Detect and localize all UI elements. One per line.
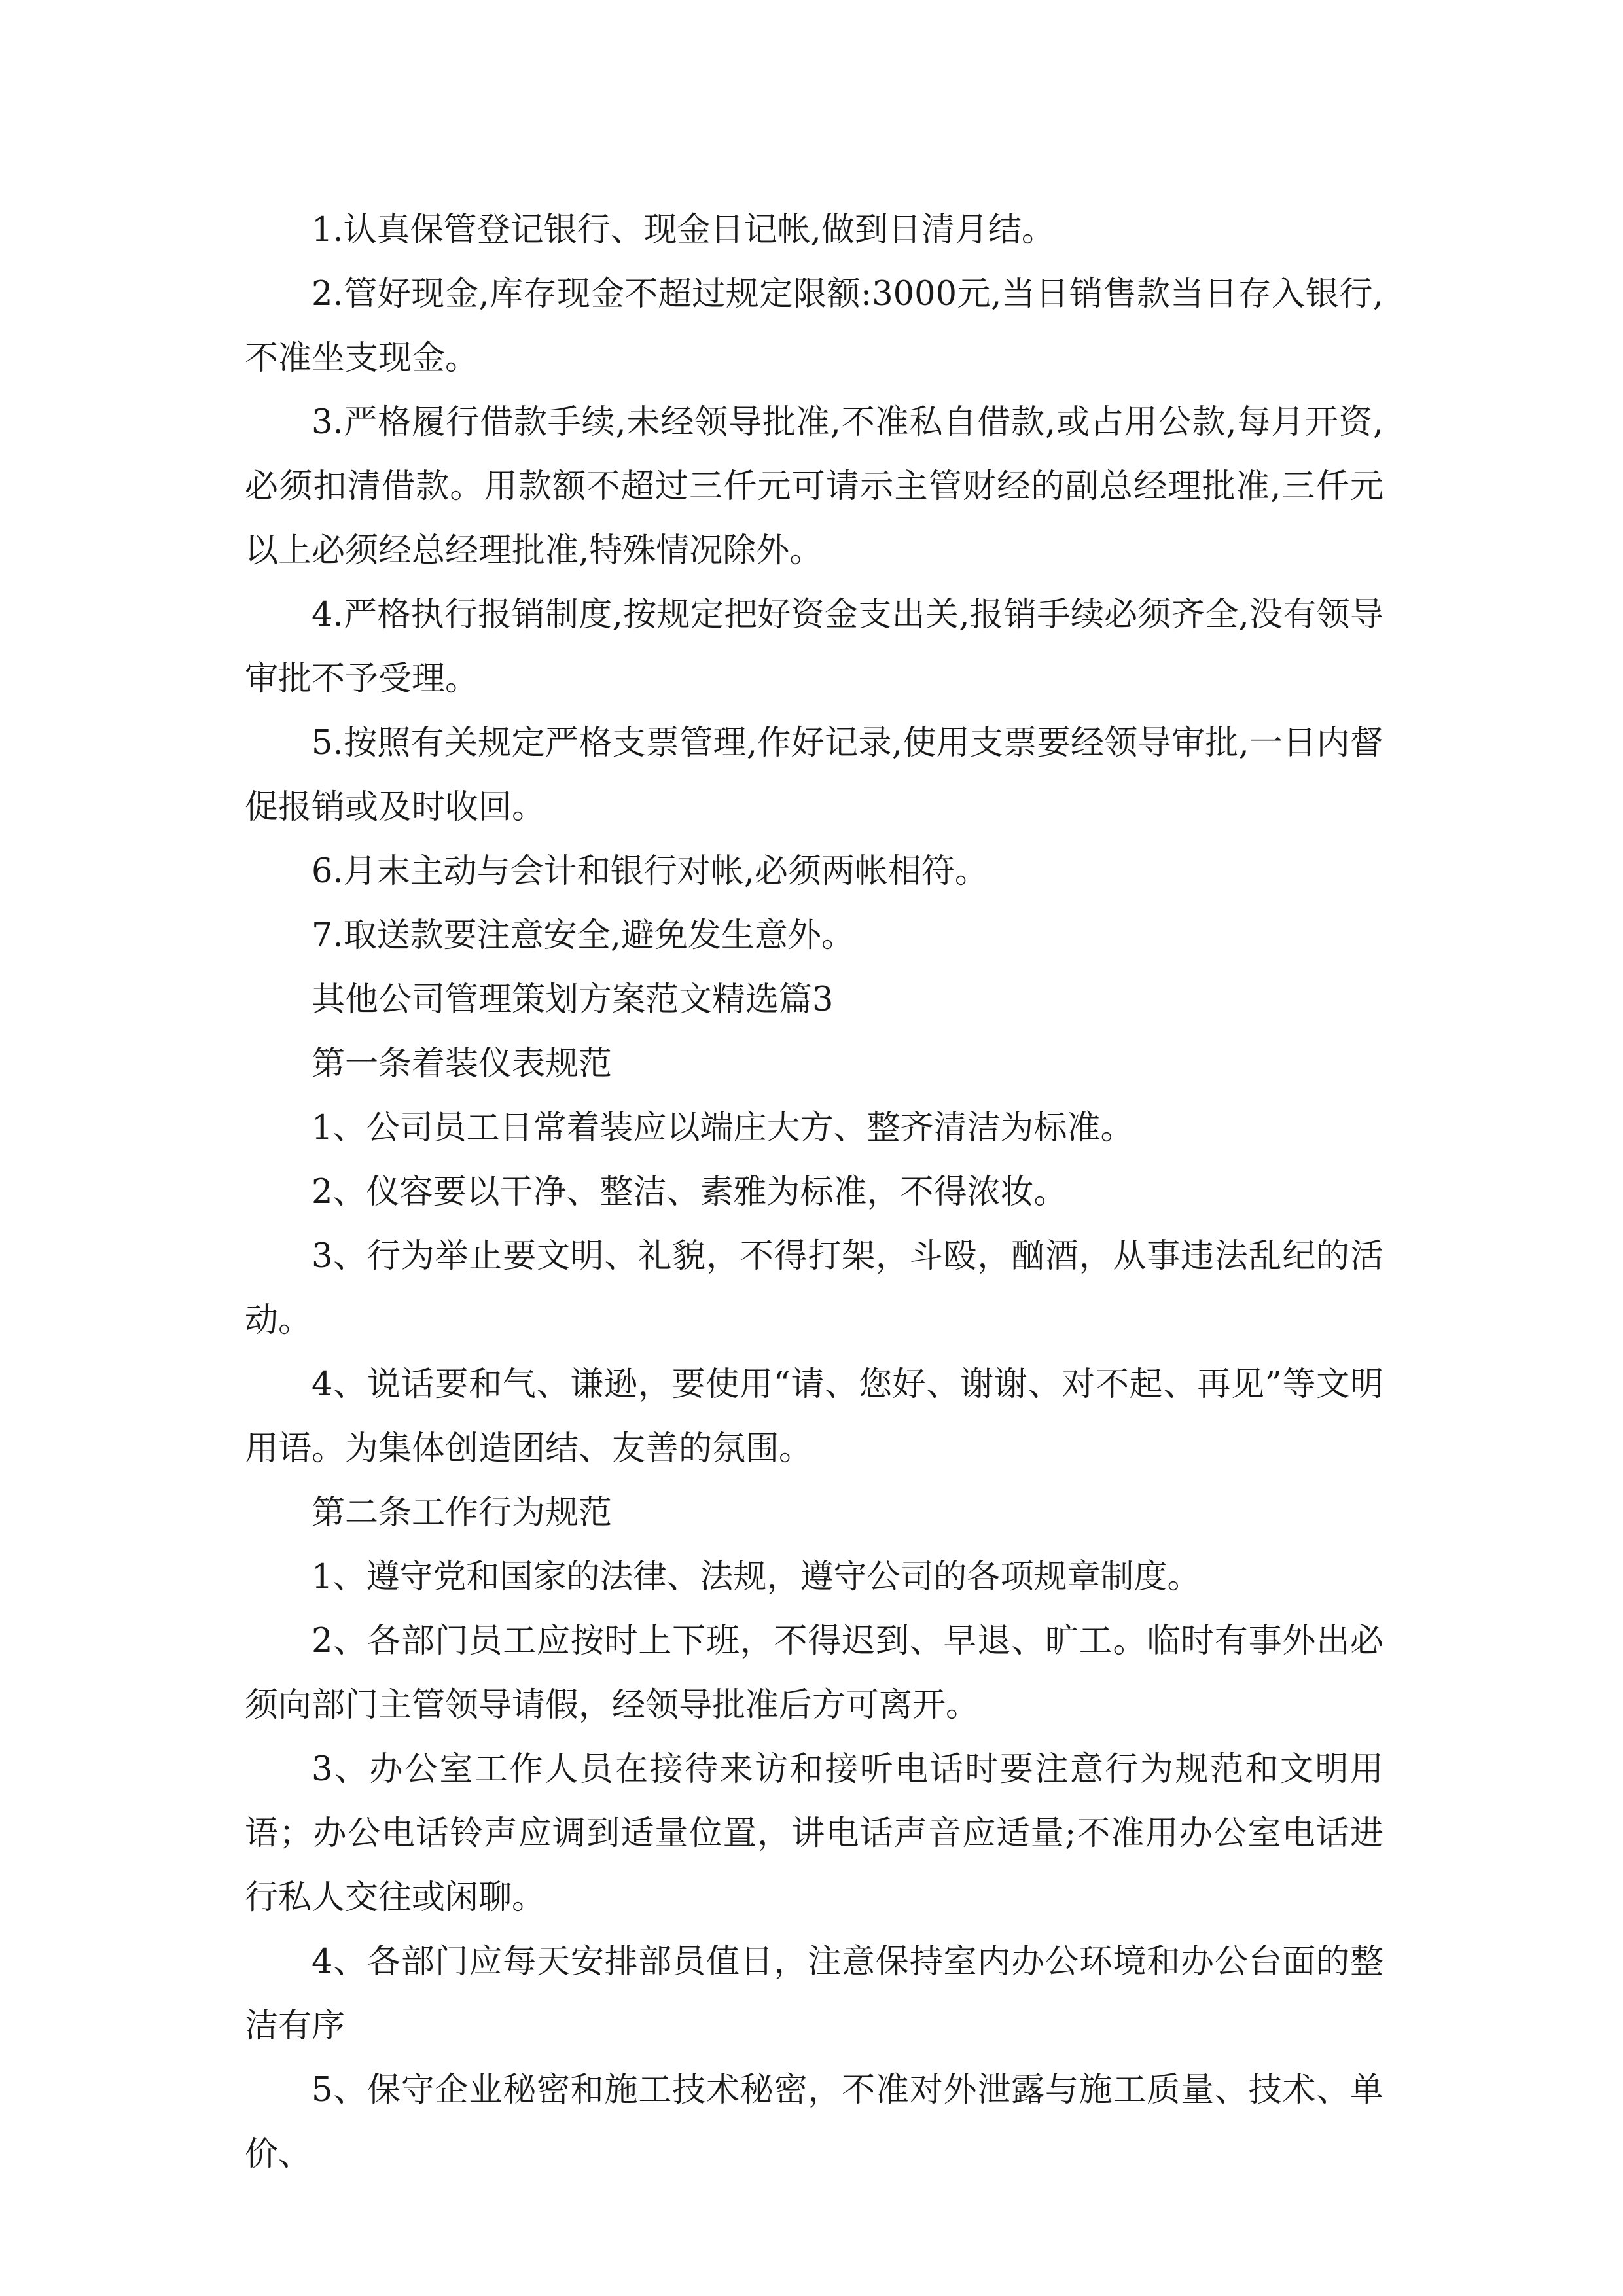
finance-rule-5: 5.按照有关规定严格支票管理,作好记录,使用支票要经领导审批,一日内督促报销或及时收回。 — [245, 724, 1383, 827]
section-title: 其他公司管理策划方案范文精选篇3 — [312, 980, 834, 1019]
finance-rule-7: 7.取送款要注意安全,避免发生意外。 — [312, 916, 855, 955]
finance-rule-1: 1.认真保管登记银行、现金日记帐,做到日清月结。 — [312, 211, 1055, 249]
article-2-item-1: 1、遵守党和国家的法律、法规，遵守公司的各项规章制度。 — [312, 1558, 1201, 1596]
article-1-item-3: 3、行为举止要文明、礼貌，不得打架，斗殴，酗酒，从事违法乱纪的活动。 — [245, 1237, 1383, 1340]
article-2-item-2: 2、各部门员工应按时上下班，不得迟到、早退、旷工。临时有事外出必须向部门主管领导请假，经领导批准后方可离开。 — [245, 1622, 1383, 1725]
finance-rule-2: 2.管好现金,库存现金不超过规定限额:3000元,当日销售款当日存入银行,不准坐支现金。 — [245, 275, 1383, 378]
finance-rule-3: 3.严格履行借款手续,未经领导批准,不准私自借款,或占用公款,每月开资,必须扣清借款。用款额不超过三仟元可请示主管财经的副总经理批准,三仟元以上必须经总经理批准,特殊情况除外。 — [245, 403, 1383, 570]
article-2-item-3: 3、办公室工作人员在接待来访和接听电话时要注意行为规范和文明用语；办公电话铃声应调到适量位置，讲电话声音应适量;不准用办公室电话进行私人交往或闲聊。 — [245, 1750, 1383, 1917]
article-2-item-4: 4、各部门应每天安排部员值日，注意保持室内办公环境和办公台面的整洁有序 — [245, 1943, 1383, 2045]
article-1-item-1: 1、公司员工日常着装应以端庄大方、整齐清洁为标准。 — [312, 1109, 1134, 1147]
article-2-item-5: 5、保守企业秘密和施工技术秘密，不准对外泄露与施工质量、技术、单价、 — [245, 2071, 1383, 2174]
article-1-heading: 第一条着装仪表规范 — [312, 1045, 613, 1083]
document-body — [245, 198, 1383, 2187]
finance-rule-6: 6.月末主动与会计和银行对帐,必须两帐相符。 — [312, 852, 988, 891]
article-2-heading: 第二条工作行为规范 — [312, 1494, 613, 1532]
article-1-item-2: 2、仪容要以干净、整洁、素雅为标准，不得浓妆。 — [312, 1173, 1067, 1211]
article-1-item-4: 4、说话要和气、谦逊，要使用“请、您好、谢谢、对不起、再见”等文明用语。为集体创造团结、友善的氛围。 — [245, 1365, 1383, 1468]
finance-rule-4: 4.严格执行报销制度,按规定把好资金支出关,报销手续必须齐全,没有领导审批不予受理。 — [245, 596, 1383, 698]
